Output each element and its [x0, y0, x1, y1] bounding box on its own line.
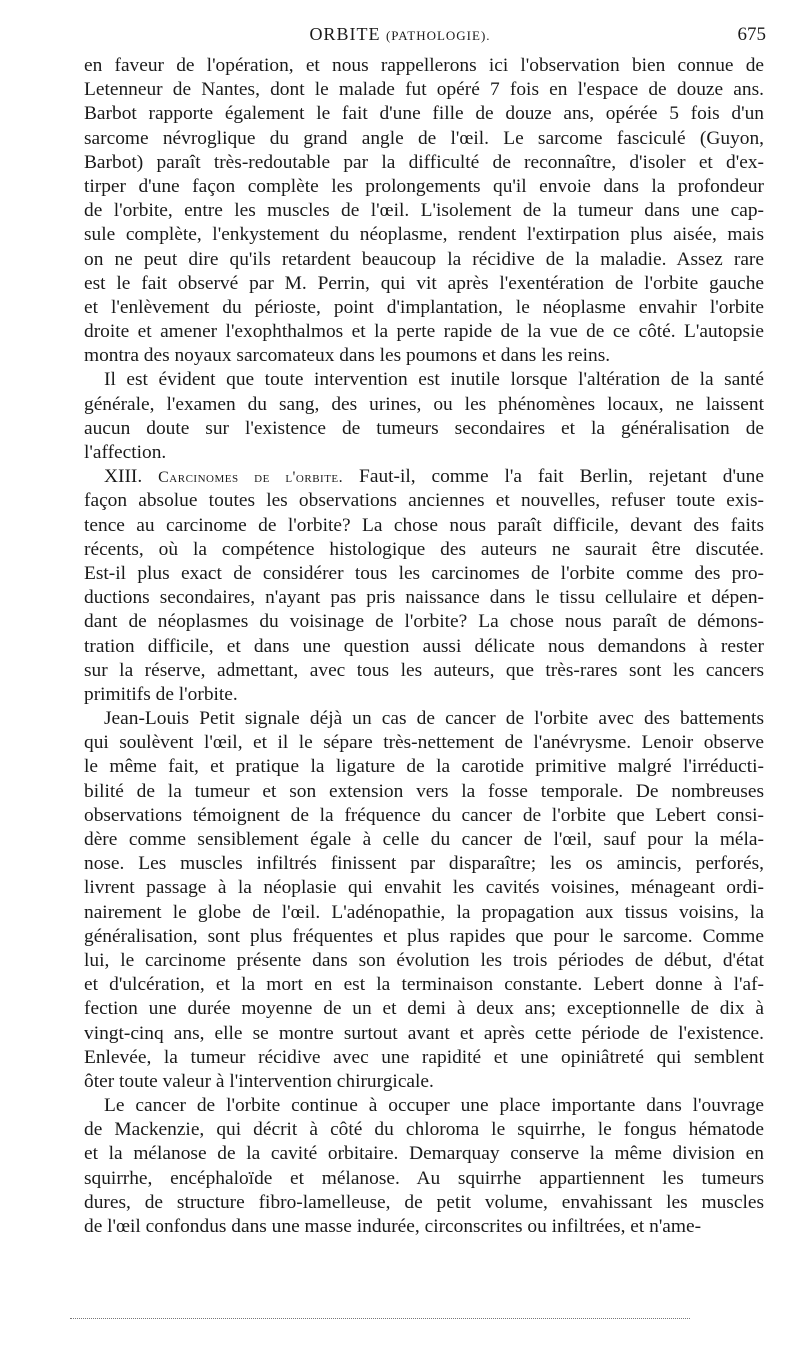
- text-line: bilité de la tumeur et son extension vers la fosse temporale. De nombreuses: [84, 780, 764, 802]
- text-line: Est-il plus exact de considérer tous les carcinomes de l'orbite comme des pro-: [84, 562, 764, 584]
- section-number: XIII.: [104, 466, 159, 488]
- text-line: Le cancer de l'orbite continue à occuper une place importante dans l'ouvrage: [104, 1095, 764, 1117]
- text-line: on ne peut dire qu'ils retardent beaucoup la récidive de la maladie. Assez rare: [84, 248, 764, 270]
- text-line: et la mélanose de la cavité orbitaire. Demarquay conserve la même division en: [84, 1143, 764, 1165]
- text-line: de l'œil confondus dans une masse indurée, circonscrites ou infiltrées, et n'ame-: [84, 1216, 702, 1237]
- text-line: dures, de structure fibro-lamelleuse, de petit volume, envahissant les muscles: [84, 1191, 764, 1213]
- text-line: nose. Les muscles infiltrés finissent par disparaître; les os amincis, perforés,: [84, 853, 764, 875]
- text-line: en faveur de l'opération, et nous rappellerons ici l'observation bien connue de: [84, 55, 764, 76]
- text-line: observations témoignent de la fréquence du cancer de l'orbite que Lebert consi-: [84, 804, 764, 826]
- paragraph: [84, 54, 764, 368]
- text-line: tirper d'une façon complète les prolongements qu'il envoie dans la profondeur: [84, 175, 764, 197]
- text-line: Jean-Louis Petit signale déjà un cas de cancer de l'orbite avec des battements: [104, 708, 764, 730]
- text-line: Letenneur de Nantes, dont le malade fut opéré 7 fois en l'espace de douze ans.: [84, 79, 764, 101]
- page-header: [0, 22, 800, 50]
- running-title-sub: (PATHOLOGIE).: [385, 28, 491, 43]
- running-title: [0, 24, 800, 45]
- text-line: l'affection.: [84, 442, 167, 463]
- text-line: le même fait, et pratique la ligature de la carotide primitive malgré l'irréducti-: [84, 756, 764, 778]
- text-line: est le fait observé par M. Perrin, qui vit après l'exentération de l'orbite gauche: [84, 272, 764, 294]
- text-line: qui soulèvent l'œil, et il le sépare très-nettement de l'anévrysme. Lenoir observe: [84, 732, 764, 754]
- text-line: tration difficile, et dans une question aussi délicate nous demandons à rester: [84, 635, 764, 657]
- text-line: et l'enlèvement du périoste, point d'implantation, le néoplasme envahir l'orbite: [84, 296, 764, 318]
- text-line: droite et amener l'exophthalmos et la perte rapide de la vue de ce côté. L'autopsie: [84, 321, 764, 343]
- text-line: montra des noyaux sarcomateux dans les poumons et dans les reins.: [84, 345, 611, 367]
- text-line: de l'orbite, entre les muscles de l'œil. L'isolement de la tumeur dans une cap-: [84, 200, 764, 222]
- text-line: lui, le carcinome présente dans son évolution les trois périodes de début, d'état: [84, 949, 764, 971]
- text-line: tence au carcinome de l'orbite? La chose nous paraît difficile, devant des faits: [84, 514, 764, 536]
- paragraph: [84, 707, 764, 1094]
- text-line: sule complète, l'enkystement du néoplasme, rendent l'extirpation plus aisée, mais: [84, 224, 764, 246]
- text-line: façon absolue toutes les observations anciennes et nouvelles, refuser toute exis-: [84, 490, 764, 512]
- text-line: dant de néoplasmes du voisinage de l'orbite? La chose nous paraît de démons-: [84, 611, 764, 633]
- text-line: vingt-cinq ans, elle se montre surtout avant et après cette période de l'existence.: [84, 1022, 764, 1044]
- section-heading: Carcinomes de l'orbite.: [158, 469, 344, 487]
- text-line: fection une durée moyenne de un et demi à deux ans; exceptionnelle de dix à: [84, 998, 764, 1020]
- text-line: aucun doute sur l'existence de tumeurs secondaires et la généralisation de: [84, 417, 764, 439]
- text-line: nairement le globe de l'œil. L'adénopathie, la propagation aux tissus voisins, la: [84, 901, 764, 923]
- text-line: squirrhe, encéphaloïde et mélanose. Au squirrhe appartiennent les tumeurs: [84, 1167, 764, 1189]
- heading-line-rest: Faut-il, comme l'a fait Berlin, rejetant d'une: [343, 466, 764, 488]
- text-line: récents, où la compétence histologique des auteurs ne saurait être discutée.: [84, 538, 764, 560]
- text-line: livrent passage à la néoplasie qui envahit les cavités voisines, ménageant ordi-: [84, 877, 764, 899]
- page-number: 675: [737, 24, 766, 45]
- footer-rule: [70, 1318, 690, 1319]
- text-line: et d'ulcération, et la mort en est la terminaison constante. Lebert donne à l'af-: [84, 974, 764, 996]
- text-line: généralisation, sont plus fréquentes et plus rapides que pour le sarcome. Comme: [84, 925, 764, 947]
- text-line: [84, 465, 764, 489]
- text-line: sarcome névroglique du grand angle de l'œil. Le sarcome fasciculé (Guyon,: [84, 127, 764, 149]
- text-line: générale, l'examen du sang, des urines, ou les phénomènes locaux, ne laissent: [84, 393, 764, 415]
- running-title-main: ORBITE: [309, 24, 381, 44]
- text-line: dère comme sensiblement égale à celle du cancer de l'œil, sauf pour la méla-: [84, 829, 764, 850]
- paragraph: [84, 368, 764, 465]
- text-line: sur la réserve, admettant, avec tous les auteurs, que très-rares sont les cancers: [84, 659, 764, 681]
- text-line: Il est évident que toute intervention est inutile lorsque l'altération de la santé: [104, 369, 764, 391]
- text-line: primitifs de l'orbite.: [84, 683, 238, 705]
- paragraph: [84, 465, 764, 707]
- text-line: de Mackenzie, qui décrit à côté du chloroma le squirrhe, le fongus hématode: [84, 1119, 764, 1141]
- text-line: Barbot rapporte également le fait d'une fille de douze ans, opérée 5 fois d'un: [84, 103, 764, 125]
- body-text: [84, 54, 764, 1239]
- text-line: ôter toute valeur à l'intervention chirurgicale.: [84, 1070, 434, 1092]
- text-line: Enlevée, la tumeur récidive avec une rapidité et une opiniâtreté qui semblent: [84, 1046, 764, 1068]
- text-line: ductions secondaires, n'ayant pas pris naissance dans le tissu cellulaire et dépen-: [84, 587, 764, 609]
- text-line: Barbot) paraît très-redoutable par la difficulté de reconnaître, d'isoler et d'ex-: [84, 151, 764, 173]
- paragraph: [84, 1094, 764, 1239]
